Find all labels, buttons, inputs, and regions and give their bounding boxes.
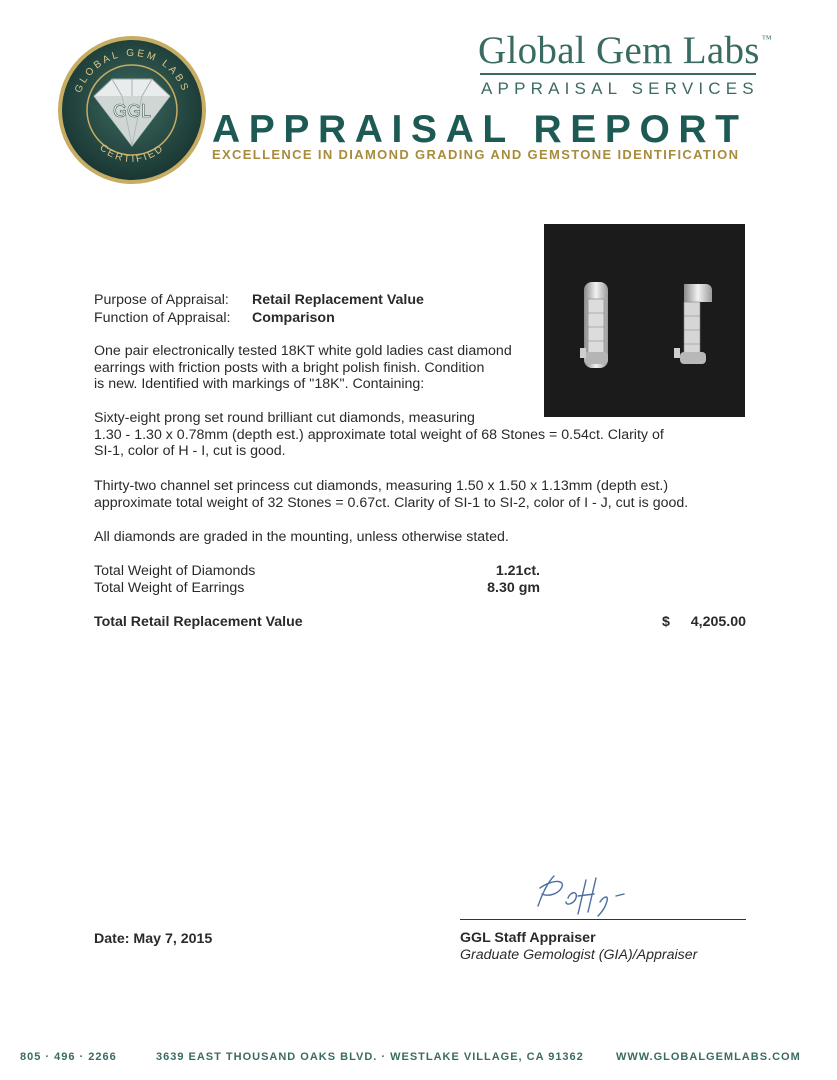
footer-website[interactable]: WWW.GLOBALGEMLABS.COM — [616, 1051, 801, 1063]
purpose-label: Purpose of Appraisal: — [94, 292, 229, 308]
princess-diamonds-line: Thirty-two channel set princess cut diamonds, measuring 1.50 x 1.50 x 1.13mm (depth est.) — [94, 478, 669, 494]
footer-phone: 805 · 496 · 2266 — [20, 1051, 117, 1063]
appraiser-signature — [520, 866, 640, 926]
description-line: earrings with friction posts with a bright polish finish. Condition — [94, 359, 485, 376]
ggl-certified-seal — [56, 34, 208, 186]
total-diamond-weight-label: Total Weight of Diamonds — [94, 563, 256, 579]
signature-line — [460, 919, 746, 920]
function-label: Function of Appraisal: — [94, 310, 231, 326]
purpose-value: Retail Replacement Value — [252, 292, 424, 308]
seal-arc-top-text: GLOBAL GEM LABS — [73, 47, 191, 95]
total-diamond-weight-value: 1.21ct. — [495, 563, 540, 579]
total-earring-weight-value: 8.30 gm — [487, 580, 540, 596]
round-diamonds-line: SI-1, color of H - I, cut is good. — [94, 443, 286, 459]
brand-name: Global Gem Labs ™ — [478, 29, 772, 72]
report-tagline: EXCELLENCE IN DIAMOND GRADING AND GEMSTONE IDENTIFICATION — [212, 147, 740, 162]
item-description — [94, 343, 512, 393]
earrings-image — [544, 224, 745, 417]
brand-divider — [480, 73, 756, 75]
report-title: APPRAISAL REPORT — [212, 108, 748, 151]
total-earring-weight-label: Total Weight of Earrings — [94, 580, 245, 596]
total-value-amount: 4,205.00 — [690, 614, 746, 630]
round-diamonds-line: Sixty-eight prong set round brilliant cut diamonds, measuring — [94, 410, 475, 426]
function-value: Comparison — [252, 310, 335, 326]
report-date: Date: May 7, 2015 — [94, 931, 213, 947]
right-earring — [674, 284, 712, 364]
round-diamonds-paragraph — [94, 410, 664, 460]
total-value-label: Total Retail Replacement Value — [94, 614, 303, 630]
description-line: One pair electronically tested 18KT white gold ladies cast diamond — [94, 343, 512, 359]
currency-symbol: $ — [662, 614, 670, 630]
left-earring — [580, 282, 608, 368]
description-line: is new. Identified with markings of "18K". Containing: — [94, 376, 425, 392]
graded-note: All diamonds are graded in the mounting, unless otherwise stated. — [94, 529, 509, 545]
seal-arc-bottom-text: CERTIFIED — [97, 142, 167, 166]
appraiser-credential: Graduate Gemologist (GIA)/Appraiser — [460, 947, 698, 963]
trademark: ™ — [761, 34, 772, 45]
seal-center-text: GGL — [112, 101, 152, 121]
services-subtitle: APPRAISAL SERVICES — [481, 79, 759, 98]
footer-address: 3639 EAST THOUSAND OAKS BLVD. · WESTLAKE VILLAGE, CA 91362 — [156, 1051, 584, 1063]
appraiser-name: GGL Staff Appraiser — [460, 930, 596, 946]
earrings-photo — [544, 224, 745, 417]
princess-diamonds-line: approximate total weight of 32 Stones = 0.67ct. Clarity of SI-1 to SI-2, color of I - J, cut is good. — [94, 494, 689, 511]
princess-diamonds-paragraph — [94, 478, 688, 511]
round-diamonds-line: 1.30 - 1.30 x 0.78mm (depth est.) approximate total weight of 68 Stones = 0.54ct. Clarity of — [94, 426, 664, 443]
